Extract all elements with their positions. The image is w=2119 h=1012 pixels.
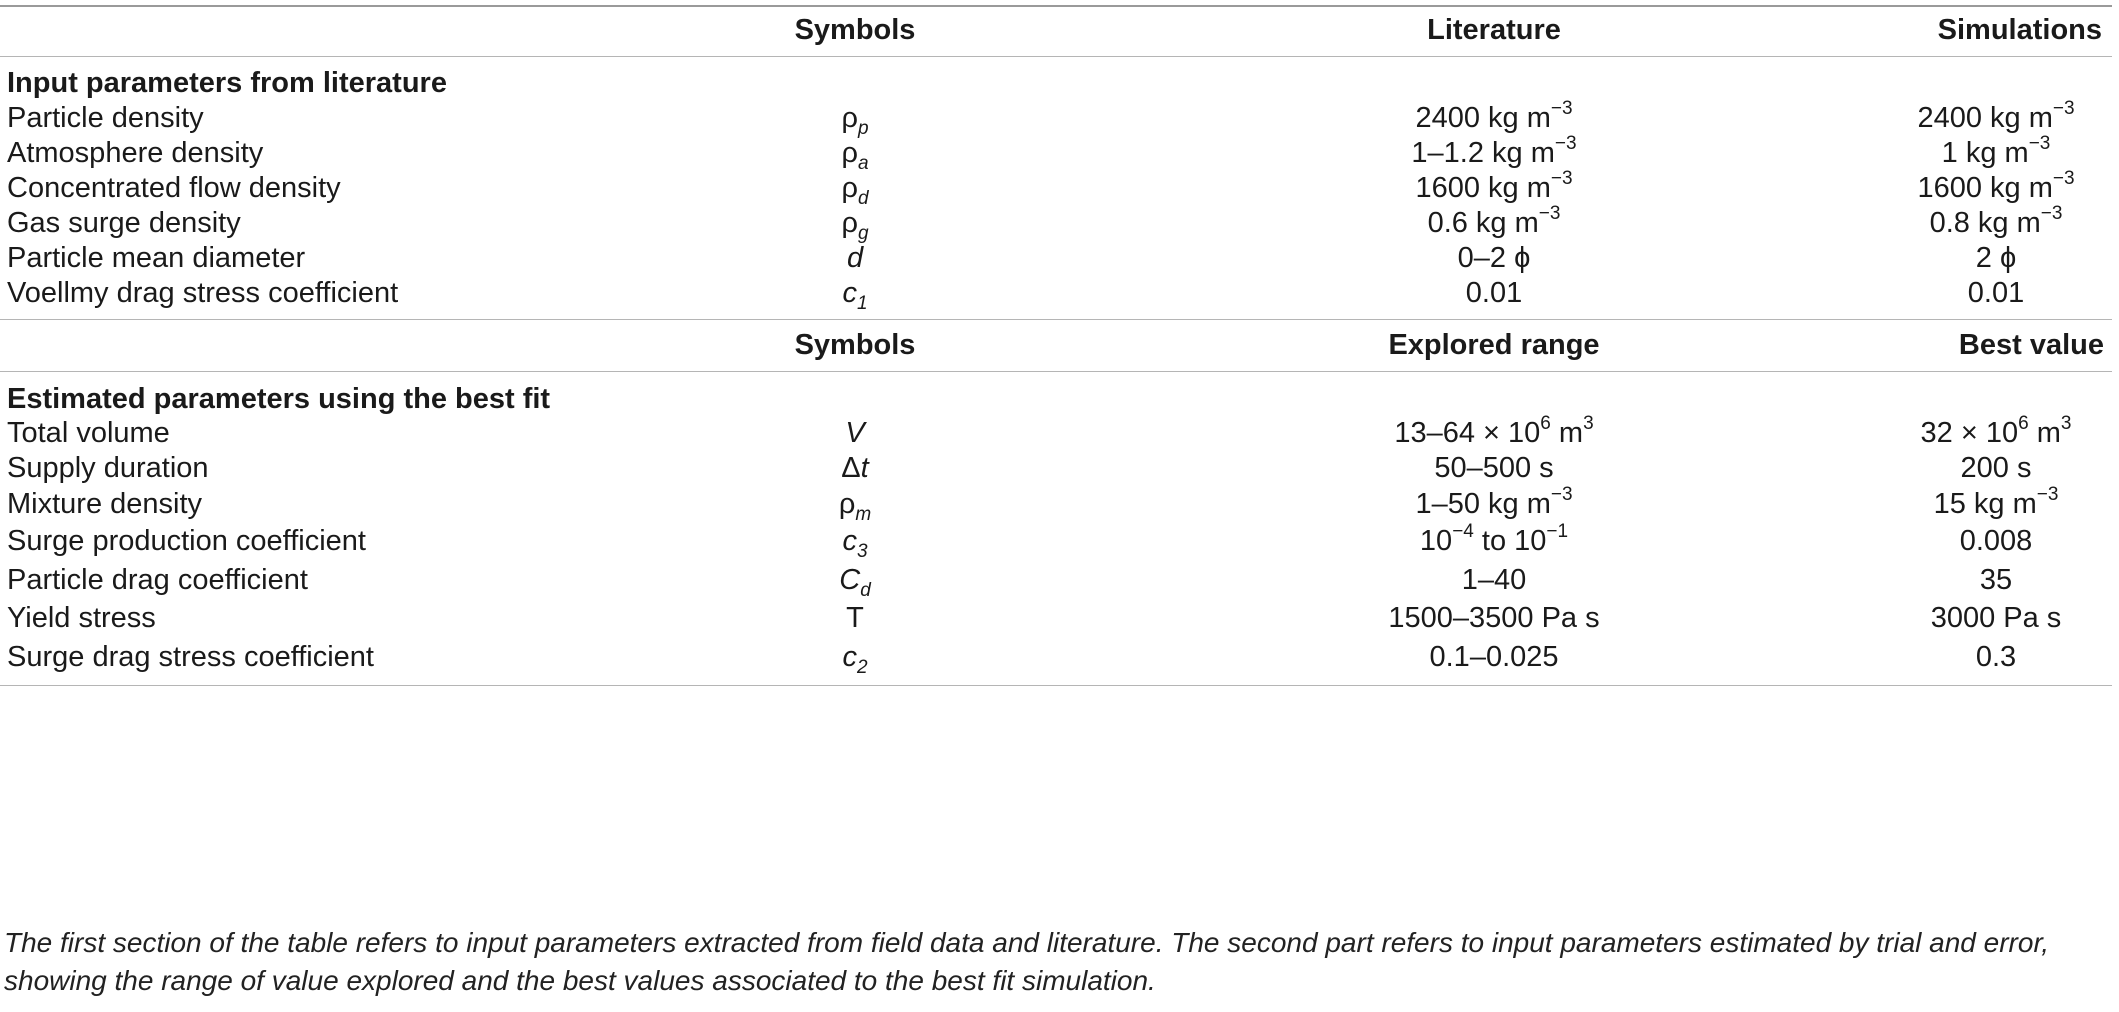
value-col4-text: 2400 kg $m^{-3}$: [1917, 98, 2075, 134]
table-row: [0, 270, 2112, 316]
value-col4-text: 2 ϕ: [1975, 242, 2017, 274]
symbol-subscript: g: [857, 222, 869, 244]
value-col4-text: 15 kg $m^{-3}$: [1933, 484, 2059, 520]
value-col4-text: 1 kg $m^{-3}$: [1941, 133, 2051, 169]
symbol-base: ρ: [838, 488, 856, 520]
parameter-name: Particle density: [7, 102, 204, 134]
parameter-name: Total volume: [7, 417, 170, 449]
header1-rule: [0, 56, 2112, 57]
parameter-name: Particle drag coefficient: [7, 564, 308, 596]
symbol-text: Δt: [841, 452, 869, 484]
value-col4-text-exp: −3: [2052, 168, 2075, 190]
value-col4-text-exp: −3: [2052, 98, 2075, 120]
value-col4-text: 3000 Pa s: [1930, 602, 2062, 634]
value-col3-text: 1–40: [1461, 564, 1527, 596]
parameter-name: Concentrated flow density: [7, 172, 341, 204]
section-divider-rule: [0, 319, 2112, 320]
symbol-text: $c_3$: [842, 525, 868, 562]
value-col4-text-exp: −3: [2036, 484, 2059, 506]
symbol-text: V: [845, 417, 865, 449]
parameter-name: Supply duration: [7, 452, 209, 484]
value-col3-text: 2400 kg $m^{-3}$: [1415, 98, 1573, 134]
value-col3-text-exp2: −1: [1546, 521, 1569, 543]
parameter-name: Surge drag stress coefficient: [7, 641, 374, 673]
symbol-subscript: 2: [856, 656, 868, 678]
symbol-base: ρ: [841, 207, 858, 239]
value-col4-text: 200 s: [1960, 452, 2032, 484]
value-col4-text: 0.8 kg $m^{-3}$: [1929, 203, 2063, 239]
symbol-subscript: p: [857, 117, 869, 139]
value-col4-text: $32 \times 10^6$ $m^3$: [1920, 413, 2072, 449]
parameter-name: Voellmy drag stress coefficient: [7, 277, 399, 309]
symbol-subscript: 1: [856, 292, 868, 314]
value-col3-text-exp2: 3: [1583, 413, 1594, 435]
symbol-subscript: m: [855, 503, 872, 525]
value-col3-text-exp: −3: [1554, 133, 1577, 155]
parameter-name: Gas surge density: [7, 207, 241, 239]
symbol-base: ρ: [841, 137, 858, 169]
value-col4-text: 35: [1979, 564, 2013, 596]
parameter-name: Mixture density: [7, 488, 203, 520]
value-col3-text: $13-64 \times 10^6$ $m^3$: [1394, 413, 1594, 449]
symbol-subscript: 3: [856, 540, 868, 562]
value-col4-text-exp: 6: [2018, 413, 2029, 435]
symbol-base: T: [846, 602, 864, 634]
value-col3-text-exp: −3: [1550, 484, 1573, 506]
header-best-value: Best value: [1958, 329, 2104, 361]
value-col3-text: 1600 kg $m^{-3}$: [1415, 168, 1573, 204]
symbol-text: $C_d$: [839, 564, 871, 601]
symbol-base: ρ: [841, 172, 858, 204]
value-col3-text: 0.6 kg $m^{-3}$: [1427, 203, 1561, 239]
symbol-base: ρ: [841, 102, 858, 134]
value-col4-text-exp: −3: [2028, 133, 2051, 155]
symbol-subscript: a: [857, 152, 869, 174]
value-col4-text: 1600 kg $m^{-3}$: [1917, 168, 2075, 204]
parameter-name: Surge production coefficient: [7, 525, 366, 557]
value-col3-text: 0–2 ϕ: [1457, 242, 1531, 274]
parameter-name: Particle mean diameter: [7, 242, 306, 274]
section-title-2-text: Estimated parameters using the best fit: [7, 383, 551, 415]
value-col4-text: 0.01: [1967, 277, 2025, 309]
table-caption: The first section of the table refers to input parameters extracted from field data and literature. The second part refers to input parameters estimated by trial and error, showing the range of value explored and the best values associated to the best fit simulation.: [4, 927, 2050, 996]
value-col3-text: 50–500 s: [1434, 452, 1554, 484]
value-col4-text-exp: −3: [2040, 203, 2063, 225]
symbol-text: d: [846, 242, 864, 274]
table-header-1: Symbols Literature Simulations: [0, 7, 2112, 53]
value-col3-text: 1–50 kg $m^{-3}$: [1415, 484, 1573, 520]
value-col3-text-exp: −3: [1538, 203, 1561, 225]
table-header-2: Symbols Explored range Best value: [0, 322, 2112, 368]
table-row: [0, 634, 2112, 680]
value-col3-text: 1–1.2 kg $m^{-3}$: [1411, 133, 1577, 169]
bottom-rule: [0, 685, 2112, 686]
value-col3-text: 0.01: [1465, 277, 1523, 309]
symbol-subscript: d: [860, 579, 871, 601]
value-col3-text-exp: −4: [1452, 521, 1474, 543]
value-col4-text-exp2: 3: [2060, 413, 2072, 435]
value-col3-text-exp: 6: [1540, 413, 1551, 435]
parameter-name: Atmosphere density: [7, 137, 264, 169]
value-col3-text-exp: −3: [1550, 168, 1573, 190]
header-simulations: Simulations: [1937, 14, 2102, 46]
section-title-1-text: Input parameters from literature: [7, 67, 447, 99]
parameter-name: Yield stress: [7, 602, 156, 634]
symbol-text: $c_2$: [842, 641, 868, 678]
symbol-subscript: d: [857, 187, 869, 209]
value-col3-text: 0.1–0.025: [1429, 641, 1559, 673]
symbol-text: $c_1$: [842, 277, 868, 314]
symbol-base: Δ: [841, 452, 861, 484]
value-col4-text: 0.3: [1975, 641, 2017, 673]
header2-rule: [0, 371, 2112, 372]
value-col3-text: $10^{-4}$ to $10^{-1}$: [1419, 521, 1569, 557]
value-col3-text: 1500–3500 Pa s: [1388, 602, 1600, 634]
value-col4-text: 0.008: [1959, 525, 2033, 557]
value-col3-text-exp: −3: [1550, 98, 1573, 120]
